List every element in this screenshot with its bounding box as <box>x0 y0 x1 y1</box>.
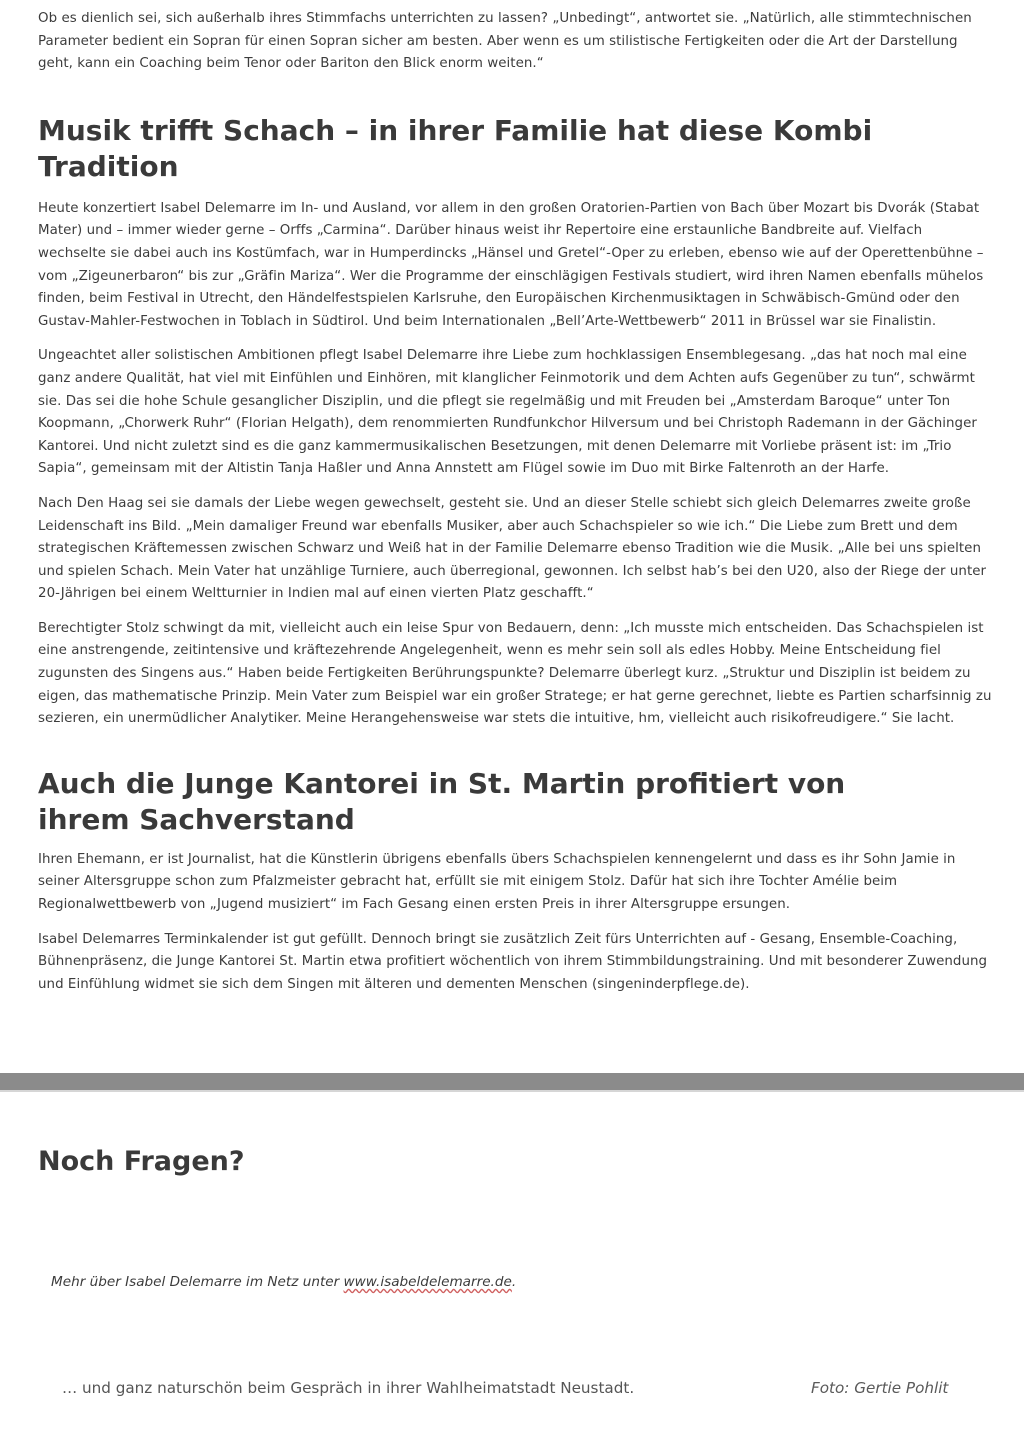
photo-caption: … und ganz naturschön beim Gespräch in ihrer Wahlheimatstadt Neustadt. <box>62 1379 635 1397</box>
section-heading-chess: Musik trifft Schach – in ihrer Familie hat diese Kombi Tradition <box>38 113 873 183</box>
section-divider <box>0 1073 1024 1090</box>
faq-heading: Noch Fragen? <box>38 1146 245 1177</box>
more-info-suffix: . <box>511 1274 517 1290</box>
article-body <box>38 8 993 1008</box>
more-info-line <box>51 1272 516 1292</box>
article-paragraph: Berechtigter Stolz schwingt da mit, vielleicht auch ein leise Spur von Bedauern, denn: „Ich musste mich entscheiden. Das Schachspielen ist eine anstrengende, zeitintensive und kräftezehrende Angelegenheit, wenn es mehr sein soll als edles Hobby. Meine Entscheidung fiel zugunsten des Singens aus.“ Haben beide Fertigkeiten Berührungspunkte? Delemarre überlegt kurz. „Struktur und Disziplin ist beidem zu eigen, das mathematische Prinzip. Mein Vater zum Beispiel war ein großer Stratege; er hat gerne gerechnet, liebte es Partien scharfsinnig zu sezieren, ein unermüdlicher Analytiker. Meine Herangehensweise war stets die intuitive, hm, vielleicht auch risikofreudigere.“ Sie lacht. <box>38 620 992 727</box>
section-heading-kantorei: Auch die Junge Kantorei in St. Martin profitiert von ihrem Sachverstand <box>38 766 846 836</box>
article-paragraph: Heute konzertiert Isabel Delemarre im In- und Ausland, vor allem in den großen Oratorien-Partien von Bach über Mozart bis Dvorák (Stabat Mater) und – immer wieder gerne – Orffs „Carmina“. Darüber hinaus weist ihr Repertoire eine erstaunliche Bandbreite auf. Vielfach wechselte sie dabei auch ins Kostümfach, war in Humperdincks „Hänsel und Gretel“-Oper zu erleben, ebenso wie auf der Operettenbühne – vom „Zigeunerbaron“ bis zur „Gräfin Mariza“. Wer die Programme der einschlägigen Festivals studiert, wird ihren Namen ebenfalls mühelos finden, beim Festival in Utrecht, den Händelfestspielen Karlsruhe, den Europäischen Kirchenmusiktagen in Schwäbisch-Gmünd oder den Gustav-Mahler-Festwochen in Toblach in Südtirol. Und beim Internationalen „Bell’Arte-Wettbewerb“ 2011 in Brüssel war sie Finalistin. <box>38 200 984 329</box>
article-paragraph: Isabel Delemarres Terminkalender ist gut gefüllt. Dennoch bringt sie zusätzlich Zeit fürs Unterrichten auf - Gesang, Ensemble-Coaching, Bühnenpräsenz, die Junge Kantorei St. Martin etwa profitiert wöchentlich von ihrem Stimmbildungstraining. Und mit besonderer Zuwendung und Einfühlung widmet sie sich dem Singen mit älteren und dementen Menschen (singeninderpflege.de). <box>38 931 988 992</box>
article-paragraph: Ihren Ehemann, er ist Journalist, hat die Künstlerin übrigens ebenfalls übers Schachspielen kennengelernt und dass es ihr Sohn Jamie in seiner Altersgruppe schon zum Pfalzmeister gebracht hat, erfüllt sie mit einigem Stolz. Dafür hat sich ihre Tochter Amélie beim Regionalwettbewerb von „Jugend musiziert“ im Fach Gesang einen ersten Preis in ihrer Altersgruppe ersungen. <box>38 851 956 913</box>
more-info-text: Mehr über Isabel Delemarre im Netz unter <box>51 1274 344 1290</box>
article-paragraph: Nach Den Haag sei sie damals der Liebe wegen gewechselt, gesteht sie. Und an dieser Stelle schiebt sich gleich Delemarres zweite große Leidenschaft ins Bild. „Mein damaliger Freund war ebenfalls Musiker, aber auch Schachspieler so wie ich.“ Die Liebe zum Brett und dem strategischen Kräftemessen zwischen Schwarz und Weiß hat in der Familie Delemarre ebenso Tradition wie die Musik. „Alle bei uns spielten und spielen Schach. Mein Vater hat unzählige Turniere, auch überregional, gewonnen. Ich selbst hab’s bei den U20, also der Riege der unter 20-Jährigen bei einem Weltturnier in Indien mal auf einen vierten Platz geschafft.“ <box>38 495 987 602</box>
section-divider-edge <box>0 1090 1024 1092</box>
website-link[interactable]: www.isabeldelemarre.de <box>343 1274 512 1290</box>
photo-credit: Foto: Gertie Pohlit <box>811 1379 949 1397</box>
article-paragraph: Ungeachtet aller solistischen Ambitionen pflegt Isabel Delemarre ihre Liebe zum hochklassigen Ensemblegesang. „das hat noch mal eine ganz andere Qualität, hat viel mit Einfühlen und Einhören, mit klanglicher Feinmotorik und dem Achten aufs Gegenüber zu tun“, schwärmt sie. Das sei die hohe Schule gesanglicher Disziplin, und die pflegt sie regelmäßig und mit Freuden bei „Amsterdam Baroque“ unter Ton Koopmann, „Chorwerk Ruhr“ (Florian Helgath), dem renommierten Rundfunkchor Hilversum und bei Christoph Rademann in der Gächinger Kantorei. Und nicht zuletzt sind es die ganz kammermusikalischen Besetzungen, mit denen Delemarre mit Vorliebe präsent ist: im „Trio Sapia“, gemeinsam mit der Altistin Tanja Haßler und Anna Annstett am Flügel sowie im Duo mit Birke Faltenroth an der Harfe. <box>38 348 977 477</box>
intro-paragraph: Ob es dienlich sei, sich außerhalb ihres Stimmfachs unterrichten zu lassen? „Unbedingt“, antwortet sie. „Natürlich, alle stimmtechnischen Parameter bedient ein Sopran für einen Sopran sicher am besten. Aber wenn es um stilistische Fertigkeiten oder die Art der Darstellung geht, kann ein Coaching beim Tenor oder Bariton den Blick enorm weiten.“ <box>38 11 972 72</box>
